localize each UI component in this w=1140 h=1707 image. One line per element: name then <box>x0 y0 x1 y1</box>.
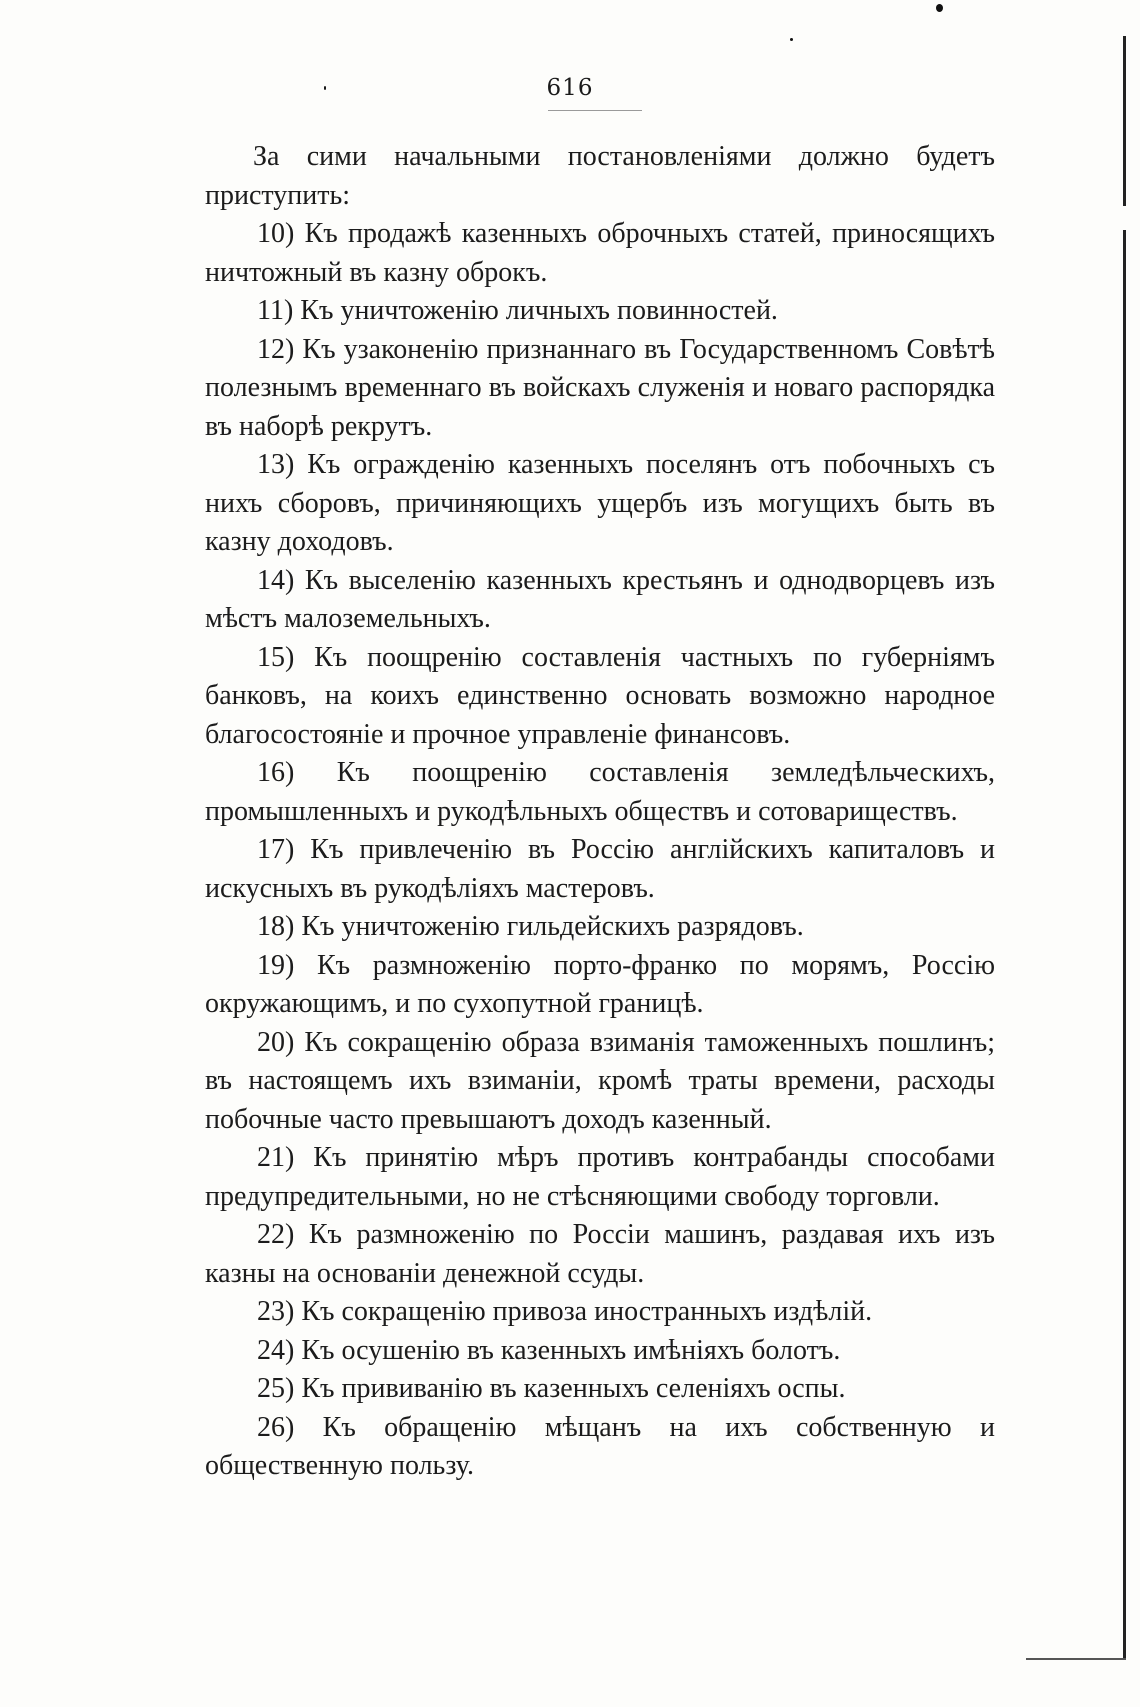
page-number-rule <box>548 110 642 111</box>
paragraph: 19) Къ размноженію порто-франко по морямъ, Россію окружающимъ, и по сухопутной границѣ. <box>205 949 995 1019</box>
ink-speck <box>790 38 793 41</box>
paragraph: 14) Къ выселенію казенныхъ крестьянъ и однодворцевъ изъ мѣстъ малоземельныхъ. <box>205 564 995 634</box>
ink-speck <box>936 4 943 12</box>
body-text <box>205 138 995 1486</box>
paragraph: 22) Къ размноженію по Россіи машинъ, раздавая ихъ изъ казны на основаніи денежной ссуды. <box>205 1219 995 1289</box>
paragraph: 12) Къ узаконенію признаннаго въ Государственномъ Совѣтѣ полезнымъ временнаго въ войскахъ служенія и новаго распорядка въ наборѣ рекрутъ. <box>205 333 995 442</box>
paragraph: 13) Къ огражденію казенныхъ поселянъ отъ побочныхъ съ нихъ сборовъ, причиняющихъ ущербъ изъ могущихъ быть въ казну доходовъ. <box>205 449 995 557</box>
paragraph: 15) Къ поощренію составленія частныхъ по губерніямъ банковъ, на коихъ единственно основать возможно народное благосостояніе и прочное управленіе финансовъ. <box>205 641 995 750</box>
paragraph: 26) Къ обращенію мѣщанъ на ихъ собственную и общественную пользу. <box>205 1411 995 1481</box>
paragraph: 21) Къ принятію мѣръ противъ контрабанды способами предупредительными, но не стѣсняющими свободу торговли. <box>205 1142 995 1212</box>
paragraph: 17) Къ привлеченію въ Россію англійскихъ капиталовъ и искусныхъ въ рукодѣліяхъ мастеровъ. <box>205 834 995 904</box>
paragraph: 10) Къ продажѣ казенныхъ оброчныхъ статей, приносящихъ ничтожный въ казну оброкъ. <box>205 218 995 288</box>
paragraph: 18) Къ уничтоженію гильдейскихъ разрядовъ. <box>257 911 804 942</box>
paragraph: За сими начальными постановленіями должно будетъ приступить: <box>205 141 995 211</box>
page-edge-line-lower <box>1123 230 1126 1660</box>
paragraph: 20) Къ сокращенію образа взиманія таможенныхъ пошлинъ; въ настоящемъ ихъ взиманіи, кромѣ траты времени, расходы побочные часто превышаютъ доходъ казенный. <box>205 1026 995 1135</box>
paragraph: 24) Къ осушенію въ казенныхъ имѣніяхъ болотъ. <box>257 1334 841 1366</box>
paragraph: 25) Къ прививанію въ казенныхъ селеніяхъ оспы. <box>257 1373 846 1404</box>
page-edge-line-upper <box>1123 36 1126 206</box>
paragraph: 11) Къ уничтоженію личныхъ повинностей. <box>257 295 778 326</box>
page-number: 616 <box>546 75 594 101</box>
paragraph: 23) Къ сокращенію привоза иностранныхъ издѣлій. <box>257 1296 873 1327</box>
page-edge-foot <box>1026 1658 1126 1660</box>
paragraph: 16) Къ поощренію составленія земледѣльческихъ, промышленныхъ и рукодѣльныхъ обществъ и сотовариществъ. <box>205 757 995 827</box>
